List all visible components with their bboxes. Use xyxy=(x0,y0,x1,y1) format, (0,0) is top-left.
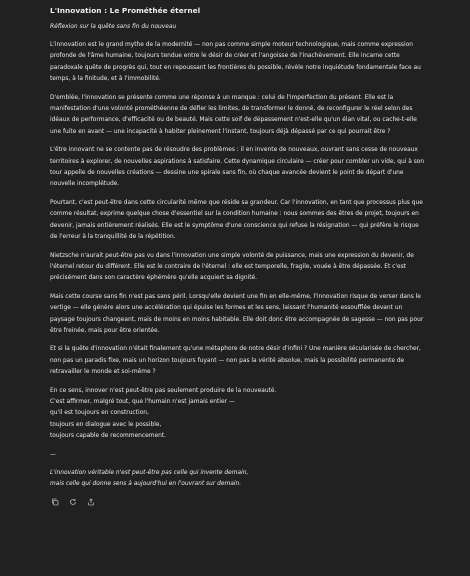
verse-block xyxy=(50,386,425,443)
paragraph: D'emblée, l'innovation se présente comme une réponse à un manque : celui de l'imperfection du présent. Elle est la manifestation d'une volonté prométhéenne de défier les limites, de transformer le donné, de reconfigurer le réel selon des idéaux de performance, d'efficacité ou de beauté. Mais cette soif de dépassement n'est-elle qu'un élan vital, ou cache-t-elle une fuite en avant — une incapacité à habiter pleinement l'instant, toujours déjà dépassé par ce qui pourrait être ? xyxy=(50,94,417,135)
paragraph: Et si la quête d'innovation n'était finalement qu'une métaphore de notre désir d'infini ? Une manière sécularisée de chercher, non pas un paradis fixe, mais un horizon toujours fuyant — non pas la vérité absolue, mais la possibilité permanente de retravailler le monde et soi-même ? xyxy=(50,346,421,376)
share-button[interactable] xyxy=(86,497,96,507)
share-icon xyxy=(87,498,95,506)
assistant-message xyxy=(50,6,425,507)
verse-line: En ce sens, innover n'est peut-être pas seulement produire de la nouveauté. xyxy=(50,387,277,394)
message-actions xyxy=(50,497,425,507)
subtitle: Réflexion sur la quête sans fin du nouveau xyxy=(50,24,177,30)
paragraph: L'être innovant ne se contente pas de résoudre des problèmes : il en invente de nouveaux, ouvrant sans cesse de nouveaux territoires à explorer, de nouvelles aspirations à satisfaire. Cette dynamique circulaire — créer pour combler un vide, qui à son tour appelle de nouvelles créations — dessine une spirale sans fin, où chaque avancée devient le point de départ d'une nouvelle incomplétude. xyxy=(50,147,425,188)
verse-line: toujours capable de recommencement. xyxy=(50,433,167,440)
paragraph: Mais cette course sans fin n'est pas sans péril. Lorsqu'elle devient une fin en elle-même, l'innovation risque de verser dans le vertige — elle génère alors une accélération qui épuise les formes et les sens, laissant l'humanité essoufflée devant un paysage toujours changeant, mais de moins en moins habitable. Elle doit donc être accompagnée de sagesse — non pas pour être freinée, mais pour être orientée. xyxy=(50,293,424,334)
regenerate-icon xyxy=(69,498,77,506)
verse-line: qu'il est toujours en construction, xyxy=(50,410,149,417)
verse-line: toujours en dialogue avec le possible, xyxy=(50,421,162,428)
page-title: L'Innovation : Le Prométhée éternel xyxy=(50,6,201,15)
verse-line: C'est affirmer, malgré tout, que l'humain n'est jamais entier — xyxy=(50,398,235,405)
copy-button[interactable] xyxy=(50,497,60,507)
closing-line: L'innovation véritable n'est peut-être pas celle qui invente demain, xyxy=(50,469,249,476)
copy-icon xyxy=(51,498,59,506)
paragraph: Pourtant, c'est peut-être dans cette circularité même que réside sa grandeur. Car l'innovation, en tant que processus plus que comme résultat, exprime quelque chose d'essentiel sur la condition humaine : nous sommes des êtres de projet, toujours en devenir, jamais entièrement réalisés. Elle est le symptôme d'une conscience qui refuse la résignation — qui préfère le risque de l'erreur à la tranquillité de la répétition. xyxy=(50,199,423,241)
regenerate-button[interactable] xyxy=(68,497,78,507)
paragraph: Nietzsche n'aurait peut-être pas vu dans l'innovation une simple volonté de puissance, mais une expression du devenir, de l'éternel retour du différent. Elle est le contraire de l'éternel : elle est temporelle, fragile, vouée à être dépassée. Et c'est précisément dans son caractère éphémère qu'elle acquiert sa dignité. xyxy=(50,252,414,282)
closing-block xyxy=(50,468,425,491)
paragraph: L'innovation est le grand mythe de la modernité — non pas comme simple moteur technologique, mais comme expression profonde de l'âme humaine, toujours tendue entre le désir de créer et l'angoisse de l'inachèvement. Elle incarne cette paradoxale quête de progrès qui, tout en repoussant les frontières du possible, révèle notre inquiétude fondamentale face au temps, à la finitude, et à l'immobilité. xyxy=(50,42,421,83)
separator: — xyxy=(50,451,56,458)
closing-line: mais celle qui donne sens à aujourd'hui en l'ouvrant sur demain. xyxy=(50,481,242,487)
